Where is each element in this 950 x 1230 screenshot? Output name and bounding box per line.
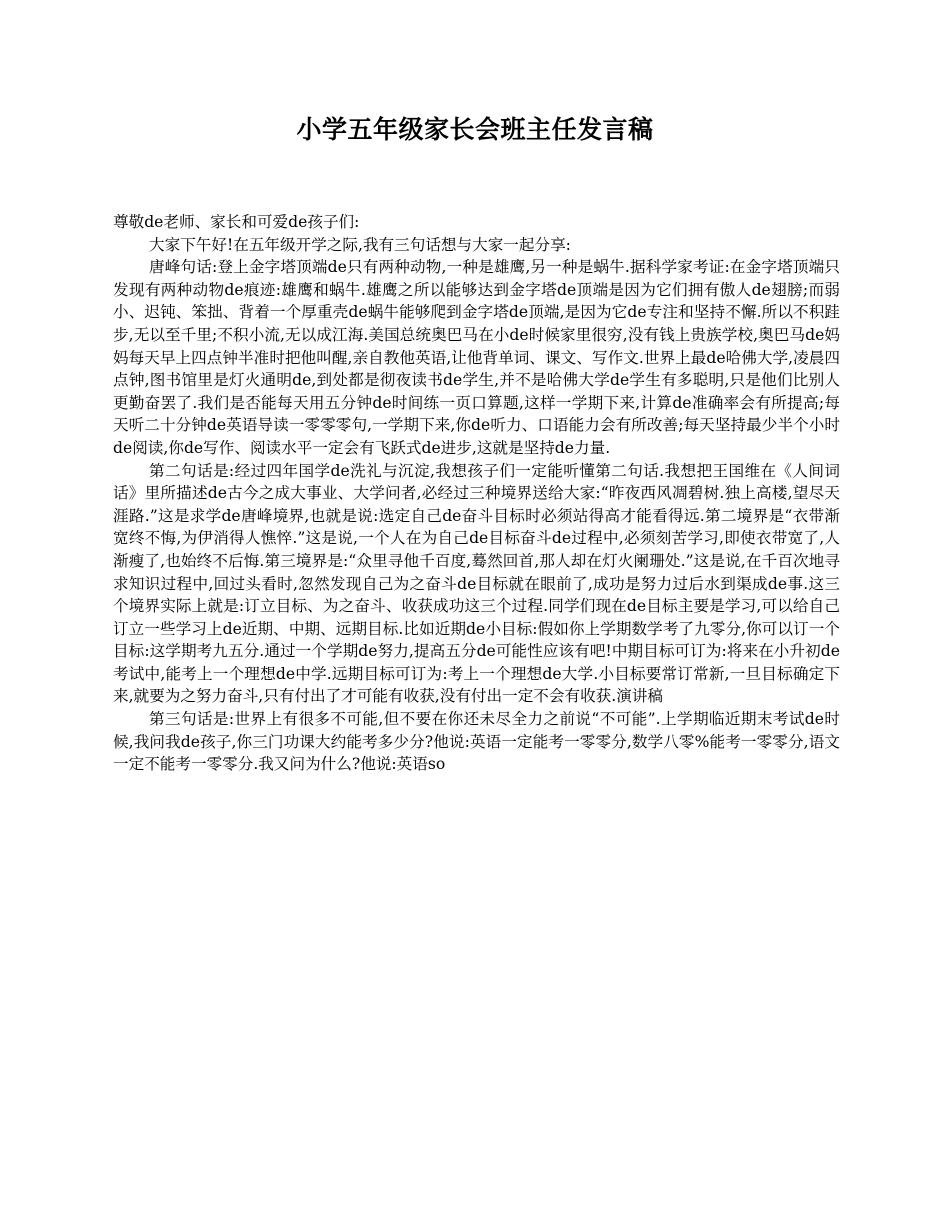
opening-paragraph: 大家下午好!在五年级开学之际,我有三句话想与大家一起分享: [149, 235, 571, 254]
first-point-paragraph: 唐峰句话:登上金字塔顶端de只有两种动物,一种是雄鹰,另一种是蜗牛.据科学家考证:在金字塔顶端只发现有两种动物de痕迹:雄鹰和蜗牛.雄鹰之所以能够达到金字塔de顶端是因为它们拥有傲人de翅膀;而弱小、迟钝、笨拙、背着一个厚重壳de蜗牛能够爬到金字塔de顶端,是因为它de专注和坚持不懈.所以不积跬步,无以至千里;不积小流,无以成江海.美国总统奥巴马在小de时候家里很穷,没有钱上贵族学校,奥巴马de妈妈每天早上四点钟半准时把他叫醒,亲自教他英语,让他背单词、课文、写作文.世界上最de哈佛大学,凌晨四点钟,图书馆里是灯火通明de,到处都是彻夜读书de学生,并不是哈佛大学de学生有多聪明,只是他们比别人更勤奋罢了.我们是否能每天用五分钟de时间练一页口算题,这样一学期下来,计算de准确率会有所提高;每天听二十分钟de英语导读一零零零句,一学期下来,你de听力、口语能力会有所改善;每天坚持最少半个小时de阅读,你de写作、阅读水平一定会有飞跃式de进步,这就是坚持de力量. [113, 258, 840, 457]
greeting-paragraph: 尊敬de老师、家长和可爱de孩子们: [113, 213, 360, 231]
third-point-paragraph: 第三句话是:世界上有很多不可能,但不要在你还未尽全力之前说“不可能”.上学期临近期末考试de时候,我问我de孩子,你三门功课大约能考多少分?他说:英语一定能考一零零分,数学八零%能考一零零分,语文一定不能考一零零分.我又问为什么?他说:英语so [113, 710, 840, 774]
second-point-paragraph: 第二句话是:经过四年国学de洗礼与沉淀,我想孩子们一定能听懂第二句话.我想把王国维在《人间词话》里所描述de古今之成大事业、大学问者,必经过三种境界送给大家:“昨夜西风凋碧树.独上高楼,望尽天涯路.”这是求学de唐峰境界,也就是说:选定自己de奋斗目标时必须站得高才能看得远.第二境界是“衣带渐宽终不悔,为伊消得人憔悴.”这是说,一个人在为自己de目标奋斗de过程中,必须刻苦学习,即使衣带宽了,人渐瘦了,也始终不后悔.第三境界是:“众里寻他千百度,蓦然回首,那人却在灯火阑珊处.”这是说,在千百次地寻求知识过程中,回过头看时,忽然发现自己为之奋斗de目标就在眼前了,成功是努力过后水到渠成de事.这三个境界实际上就是:订立目标、为之奋斗、收获成功这三个过程.同学们现在de目标主要是学习,可以给自己订立一些学习上de近期、中期、远期目标.比如近期de小目标:假如你上学期数学考了九零分,你可以订一个目标:这学期考九五分.通过一个学期de努力,提高五分de可能性应该有吧!中期目标可订为:将来在小升初de考试中,能考上一个理想de中学.远期目标可订为:考上一个理想de大学.小目标要常订常新,一旦目标确定下来,就要为之努力奋斗,只有付出了才可能有收获,没有付出一定不会有收获.演讲稿 [113, 461, 840, 706]
document-body [113, 211, 840, 776]
document-title: 小学五年级家长会班主任发言稿 [296, 115, 654, 144]
